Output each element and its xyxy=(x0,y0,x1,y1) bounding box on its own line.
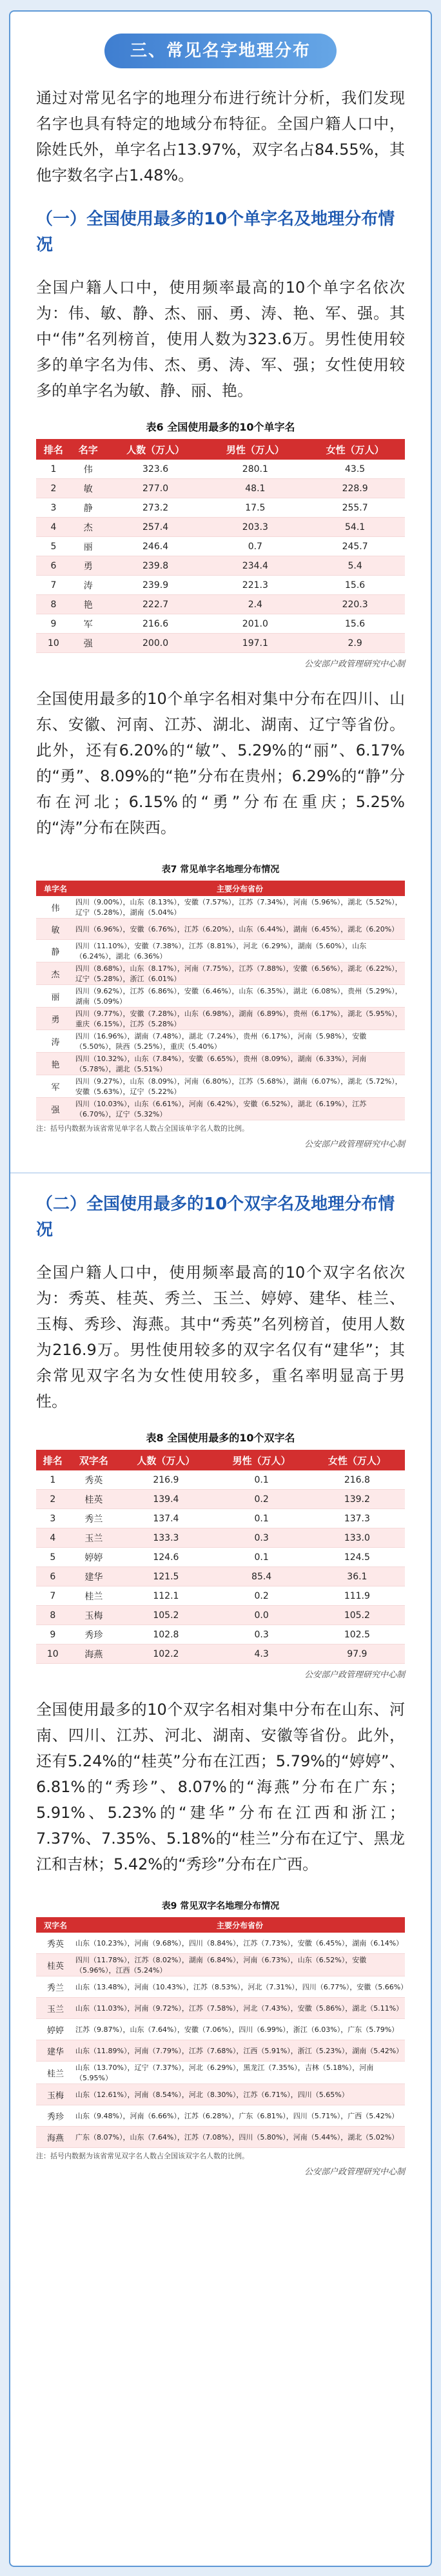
table-cell: 杰 xyxy=(71,518,106,537)
table-cell: 36.1 xyxy=(309,1567,405,1586)
section2-heading: （二）全国使用最多的10个双字名及地理分布情况 xyxy=(36,1195,395,1240)
table6-body xyxy=(36,460,405,653)
section-banner: 三、常见名字地理分布 xyxy=(104,34,337,68)
table6 xyxy=(36,439,405,653)
table-cell: 9 xyxy=(36,1625,70,1644)
table-cell: 15.6 xyxy=(305,576,405,595)
table-row xyxy=(36,2105,405,2127)
table-cell: 3 xyxy=(36,1509,70,1528)
table-cell: 秀兰 xyxy=(70,1509,119,1528)
table-row xyxy=(36,460,405,479)
table-row xyxy=(36,1625,405,1644)
table-cell: 静 xyxy=(71,498,106,518)
table-cell: 239.9 xyxy=(106,576,206,595)
table-cell: 273.2 xyxy=(106,498,206,518)
table-cell: 婷婷 xyxy=(36,2019,75,2040)
table-cell: 山东（13.70%），辽宁（7.37%），河北（6.29%），黑龙江（7.35%），吉林（5.18%），河南（5.95%） xyxy=(75,2062,405,2084)
table-cell: 216.9 xyxy=(118,1470,213,1490)
table-cell: 6 xyxy=(36,556,71,576)
table-row xyxy=(36,576,405,595)
table-cell: 0.1 xyxy=(214,1509,309,1528)
table-row xyxy=(36,1008,405,1030)
table-cell: 四川（11.78%），江苏（8.02%），湖南（6.84%），河南（6.73%），山东（6.52%），安徽（5.96%），江西（5.24%） xyxy=(75,1954,405,1976)
table-cell: 0.2 xyxy=(214,1586,309,1606)
table-cell: 257.4 xyxy=(106,518,206,537)
table-cell: 234.4 xyxy=(205,556,305,576)
table-row xyxy=(36,1509,405,1528)
table-cell: 秀珍 xyxy=(70,1625,119,1644)
table-row xyxy=(36,2084,405,2105)
table-cell: 丽 xyxy=(71,537,106,556)
table-cell: 216.6 xyxy=(106,614,206,634)
table-cell: 秀英 xyxy=(36,1933,75,1954)
column-header: 单字名 xyxy=(36,881,75,896)
table-cell: 0.1 xyxy=(214,1548,309,1567)
column-header: 主要分布省份 xyxy=(75,881,405,896)
table-cell: 建华 xyxy=(70,1567,119,1586)
table-cell: 255.7 xyxy=(305,498,405,518)
table-cell: 山东（11.03%），河南（9.72%），江苏（7.58%），河北（7.43%），安徽（5.86%），湖北（5.11%） xyxy=(75,1998,405,2019)
table-cell: 4 xyxy=(36,1528,70,1548)
table-cell: 137.3 xyxy=(309,1509,405,1528)
table-cell: 强 xyxy=(71,634,106,653)
column-header: 双字名 xyxy=(36,1917,75,1933)
table-cell: 137.4 xyxy=(118,1509,213,1528)
table-cell: 海燕 xyxy=(70,1644,119,1664)
table-cell: 246.4 xyxy=(106,537,206,556)
table-cell: 10 xyxy=(36,634,71,653)
table-row xyxy=(36,962,405,985)
table-row xyxy=(36,1470,405,1490)
table-cell: 0.3 xyxy=(214,1528,309,1548)
table-row xyxy=(36,479,405,498)
table-cell: 四川（10.32%），山东（7.84%），安徽（6.65%），贵州（8.09%），湖南（6.33%），河南（5.78%），湖北（5.51%） xyxy=(75,1053,405,1075)
table-cell: 121.5 xyxy=(118,1567,213,1586)
table-cell: 丽 xyxy=(36,985,75,1008)
table8-body xyxy=(36,1470,405,1664)
table-row xyxy=(36,940,405,962)
table-cell: 245.7 xyxy=(305,537,405,556)
table7-caption: 表7 常见单字名地理分布情况 xyxy=(161,864,280,875)
table-cell: 勇 xyxy=(71,556,106,576)
table-cell: 敏 xyxy=(36,919,75,940)
table-cell: 山东（12.61%），河南（8.54%），河北（8.30%），江苏（6.71%），四川（5.65%） xyxy=(75,2084,405,2105)
table-cell: 伟 xyxy=(71,460,106,479)
table-cell: 0.1 xyxy=(214,1470,309,1490)
section2-paragraph1: 全国户籍人口中，使用频率最高的10个双字名依次为：秀英、桂英、秀兰、玉兰、婷婷、建华、桂兰、玉梅、秀珍、海燕。其中“秀英”名列榜首，使用人数为216.9万。男性使用较多的双字名仅有“建华”；其余常见双字名为女性使用较多，重名率明显高于男性。 xyxy=(36,1264,405,1410)
table-cell: 4.3 xyxy=(214,1644,309,1664)
table-row xyxy=(36,1954,405,1976)
table8-caption: 表8 全国使用最多的10个双字名 xyxy=(146,1432,295,1444)
table-cell: 102.2 xyxy=(118,1644,213,1664)
table9 xyxy=(36,1917,408,2148)
table7 xyxy=(36,881,405,1120)
table-cell: 105.2 xyxy=(118,1606,213,1625)
table-cell: 1 xyxy=(36,1470,70,1490)
table-cell: 四川（11.10%），安徽（7.38%），江苏（8.81%），河北（6.29%），湖南（5.60%），山东（6.24%），湖北（6.36%） xyxy=(75,940,405,962)
table-cell: 112.1 xyxy=(118,1586,213,1606)
table-cell: 216.8 xyxy=(309,1470,405,1490)
table-row xyxy=(36,2019,405,2040)
table-cell: 9 xyxy=(36,614,71,634)
table-cell: 203.3 xyxy=(205,518,305,537)
section2-paragraph2: 全国使用最多的10个双字名相对集中分布在山东、河南、四川、江苏、河北、湖南、安徽等省份。此外，还有5.24%的“桂英”分布在江西；5.79%的“婷婷”、6.81%的“秀珍”、8.07%的“海燕”分布在广东；5.91%、5.23%的“建华”分布在江西和浙江；7.37%、7.35%、5.18%的“桂兰”分布在辽宁、黑龙江和吉林；5.42%的“秀珍”分布在广西。 xyxy=(36,1701,405,1873)
table-cell: 敏 xyxy=(71,479,106,498)
table-row xyxy=(36,634,405,653)
table-cell: 秀珍 xyxy=(36,2105,75,2127)
table-cell: 239.8 xyxy=(106,556,206,576)
table6-header-row xyxy=(36,439,405,460)
table6-source: 公安部户政管理研究中心制 xyxy=(304,659,405,669)
table-row xyxy=(36,1098,405,1120)
table-cell: 8 xyxy=(36,595,71,614)
table-cell: 5.4 xyxy=(305,556,405,576)
table-cell: 197.1 xyxy=(205,634,305,653)
table-cell: 四川（9.62%），江苏（6.86%），安徽（6.46%），山东（6.35%），湖北（6.08%），贵州（5.29%），湖南（5.09%） xyxy=(75,985,405,1008)
table-cell: 四川（9.77%），安徽（7.28%），山东（6.98%），湖南（6.89%），贵州（6.17%），湖北（5.95%），重庆（6.15%），江苏（5.28%） xyxy=(75,1008,405,1030)
table-cell: 102.5 xyxy=(309,1625,405,1644)
table-row xyxy=(36,919,405,940)
table-row xyxy=(36,614,405,634)
table6-caption: 表6 全国使用最多的10个单字名 xyxy=(146,421,295,433)
table-cell: 桂英 xyxy=(70,1490,119,1509)
table-cell: 军 xyxy=(71,614,106,634)
table-cell: 220.3 xyxy=(305,595,405,614)
table-cell: 201.0 xyxy=(205,614,305,634)
table-cell: 0.0 xyxy=(214,1606,309,1625)
table-cell: 277.0 xyxy=(106,479,206,498)
table-cell: 323.6 xyxy=(106,460,206,479)
table-cell: 5 xyxy=(36,537,71,556)
table-cell: 山东（11.89%），河南（7.79%），江苏（7.68%），江西（5.91%），浙江（5.23%），湖南（5.42%） xyxy=(75,2040,405,2062)
table-cell: 军 xyxy=(36,1075,75,1098)
table-cell: 221.3 xyxy=(205,576,305,595)
table-cell: 97.9 xyxy=(309,1644,405,1664)
table-row xyxy=(36,1586,405,1606)
intro-paragraph: 通过对常见名字的地理分布进行统计分析，我们发现名字也具有特定的地域分布特征。全国户籍人口中，除姓氏外，单字名占13.97%，双字名占84.55%，其他字数名字占1.48%。 xyxy=(36,89,405,184)
table-cell: 10 xyxy=(36,1644,70,1664)
table7-note: 注：括号内数据为该省常见单字名人数占全国该单字名人数的比例。 xyxy=(36,1124,249,1133)
section1-paragraph1: 全国户籍人口中，使用频率最高的10个单字名依次为：伟、敏、静、杰、丽、勇、涛、艳、军、强。其中“伟”名列榜首，使用人数为323.6万。男性使用较多的单字名为伟、杰、勇、涛、军、强；女性使用较多的单字名为敏、静、丽、艳。 xyxy=(36,278,405,400)
table-cell: 280.1 xyxy=(205,460,305,479)
table-cell: 0.3 xyxy=(214,1625,309,1644)
table-cell: 桂英 xyxy=(36,1954,75,1976)
table-row xyxy=(36,1528,405,1548)
table-cell: 广东（8.07%），山东（7.64%），江苏（7.08%），四川（5.80%），河南（5.44%），湖北（5.02%） xyxy=(75,2127,405,2148)
table-cell: 强 xyxy=(36,1098,75,1120)
table-cell: 2 xyxy=(36,479,71,498)
table-cell: 111.9 xyxy=(309,1586,405,1606)
table-cell: 山东（10.23%），河南（9.68%），四川（8.84%），江苏（7.73%），安徽（6.45%），湖南（6.14%） xyxy=(75,1933,405,1954)
table-row xyxy=(36,1030,405,1053)
table-cell: 5 xyxy=(36,1548,70,1567)
table-cell: 四川（9.27%），山东（8.09%），河南（6.80%），江苏（5.68%），湖南（6.07%），湖北（5.72%），安徽（5.63%），辽宁（5.22%） xyxy=(75,1075,405,1098)
table-cell: 139.2 xyxy=(309,1490,405,1509)
table-cell: 4 xyxy=(36,518,71,537)
table-cell: 杰 xyxy=(36,962,75,985)
section1-heading: （一）全国使用最多的10个单字名及地理分布情况 xyxy=(36,210,395,255)
table-row xyxy=(36,985,405,1008)
table-cell: 6 xyxy=(36,1567,70,1586)
table-row xyxy=(36,1933,405,1954)
table9-header-row xyxy=(36,1917,405,1933)
table-row xyxy=(36,556,405,576)
table-cell: 秀英 xyxy=(70,1470,119,1490)
table-cell: 四川（10.03%），山东（6.61%），河南（6.42%），安徽（6.52%），湖北（6.19%），江苏（6.70%），辽宁（5.32%） xyxy=(75,1098,405,1120)
table-row xyxy=(36,896,405,919)
table-cell: 133.3 xyxy=(118,1528,213,1548)
table-cell: 222.7 xyxy=(106,595,206,614)
table8-source: 公安部户政管理研究中心制 xyxy=(304,1670,405,1680)
table7-source: 公安部户政管理研究中心制 xyxy=(304,1140,405,1149)
table-cell: 133.0 xyxy=(309,1528,405,1548)
table-cell: 54.1 xyxy=(305,518,405,537)
table9-body xyxy=(36,1933,408,2148)
column-header: 排名 xyxy=(36,439,71,460)
table-cell: 江苏（9.87%），山东（7.64%），安徽（7.06%），四川（6.99%），浙江（6.03%），广东（5.79%） xyxy=(75,2019,405,2040)
table-cell: 1 xyxy=(36,460,71,479)
table-cell: 85.4 xyxy=(214,1567,309,1586)
column-header: 主要分布省份 xyxy=(75,1917,405,1933)
table-cell: 玉兰 xyxy=(36,1998,75,2019)
table-row xyxy=(36,1644,405,1664)
table-cell: 婷婷 xyxy=(70,1548,119,1567)
table9-caption: 表9 常见双字名地理分布情况 xyxy=(161,1901,280,1911)
table-row xyxy=(36,1053,405,1075)
table-row xyxy=(36,1976,405,1998)
column-header: 女性（万人） xyxy=(309,1450,405,1470)
table-cell: 四川（8.68%），山东（8.17%），河南（7.75%），江苏（7.88%），安徽（6.56%），湖北（6.22%），辽宁（5.28%），浙江（6.01%） xyxy=(75,962,405,985)
column-header: 排名 xyxy=(36,1450,70,1470)
table-cell: 124.6 xyxy=(118,1548,213,1567)
table8-header-row xyxy=(36,1450,405,1470)
table9-source: 公安部户政管理研究中心制 xyxy=(304,2167,405,2177)
table-cell: 102.8 xyxy=(118,1625,213,1644)
column-header: 男性（万人） xyxy=(214,1450,309,1470)
table-cell: 2.9 xyxy=(305,634,405,653)
table-cell: 2 xyxy=(36,1490,70,1509)
table-cell: 艳 xyxy=(36,1053,75,1075)
column-header: 双字名 xyxy=(70,1450,119,1470)
table-cell: 48.1 xyxy=(205,479,305,498)
table-cell: 105.2 xyxy=(309,1606,405,1625)
table-cell: 3 xyxy=(36,498,71,518)
table-cell: 7 xyxy=(36,1586,70,1606)
table-row xyxy=(36,498,405,518)
table-row xyxy=(36,1490,405,1509)
table-cell: 四川（9.00%），山东（8.13%），安徽（7.57%），江苏（7.34%），河南（5.96%），湖北（5.52%），辽宁（5.28%），湖南（5.04%） xyxy=(75,896,405,919)
table-cell: 15.6 xyxy=(305,614,405,634)
table-cell: 艳 xyxy=(71,595,106,614)
table-cell: 山东（13.48%），河南（10.43%），江苏（8.53%），河北（7.31%），四川（6.77%），安徽（5.66%） xyxy=(75,1976,405,1998)
table-row xyxy=(36,518,405,537)
column-header: 男性（万人） xyxy=(205,439,305,460)
table-cell: 0.2 xyxy=(214,1490,309,1509)
table-cell: 静 xyxy=(36,940,75,962)
content-card xyxy=(9,10,432,2567)
table-cell: 17.5 xyxy=(205,498,305,518)
table-row xyxy=(36,1567,405,1586)
table-cell: 涛 xyxy=(36,1030,75,1053)
table-cell: 桂兰 xyxy=(70,1586,119,1606)
table-row xyxy=(36,2062,405,2084)
table-cell: 四川（6.96%），安徽（6.76%），江苏（6.20%），山东（6.44%），湖南（6.45%），湖北（6.20%） xyxy=(75,919,405,940)
table-cell: 7 xyxy=(36,576,71,595)
table-cell: 秀兰 xyxy=(36,1976,75,1998)
table-cell: 桂兰 xyxy=(36,2062,75,2084)
table-cell: 2.4 xyxy=(205,595,305,614)
table-row xyxy=(36,1075,405,1098)
table9-note: 注：括号内数据为该省常见双字名人数占全国该双字名人数的比例。 xyxy=(36,2152,249,2160)
table-cell: 0.7 xyxy=(205,537,305,556)
table-cell: 43.5 xyxy=(305,460,405,479)
table-row xyxy=(36,595,405,614)
table-cell: 四川（16.96%），湖南（7.48%），湖北（7.24%），贵州（6.17%），河南（5.98%），安徽（5.50%），陕西（5.25%），重庆（5.40%） xyxy=(75,1030,405,1053)
table-cell: 伟 xyxy=(36,896,75,919)
table-row xyxy=(36,1998,405,2019)
table7-header-row xyxy=(36,881,405,896)
content-body xyxy=(10,85,431,2177)
table-row xyxy=(36,537,405,556)
table-cell: 玉梅 xyxy=(70,1606,119,1625)
section1-paragraph2: 全国使用最多的10个单字名相对集中分布在四川、山东、安徽、河南、江苏、湖北、湖南、辽宁等省份。此外，还有6.20%的“敏”、5.29%的“丽”、6.17%的“勇”、8.09%的“艳”分布在贵州；6.29%的“静”分布在河北；6.15%的“勇”分布在重庆；5.25%的“涛”分布在陕西。 xyxy=(36,690,405,837)
table-cell: 124.5 xyxy=(309,1548,405,1567)
table-cell: 200.0 xyxy=(106,634,206,653)
table-cell: 涛 xyxy=(71,576,106,595)
column-header: 名字 xyxy=(71,439,106,460)
table8 xyxy=(36,1450,405,1664)
table-cell: 8 xyxy=(36,1606,70,1625)
table-cell: 玉兰 xyxy=(70,1528,119,1548)
table-cell: 建华 xyxy=(36,2040,75,2062)
table-row xyxy=(36,1548,405,1567)
table-cell: 山东（9.48%），河南（6.66%），江苏（6.28%），广东（6.81%），四川（5.71%），广西（5.42%） xyxy=(75,2105,405,2127)
table7-body xyxy=(36,896,405,1120)
table-row xyxy=(36,2127,405,2148)
table-cell: 玉梅 xyxy=(36,2084,75,2105)
table-row xyxy=(36,2040,405,2062)
column-header: 人数（万人） xyxy=(118,1450,213,1470)
column-header: 人数（万人） xyxy=(106,439,206,460)
table-row xyxy=(36,1606,405,1625)
column-header: 女性（万人） xyxy=(305,439,405,460)
table-cell: 228.9 xyxy=(305,479,405,498)
table-cell: 139.4 xyxy=(118,1490,213,1509)
table-cell: 海燕 xyxy=(36,2127,75,2148)
table-cell: 勇 xyxy=(36,1008,75,1030)
